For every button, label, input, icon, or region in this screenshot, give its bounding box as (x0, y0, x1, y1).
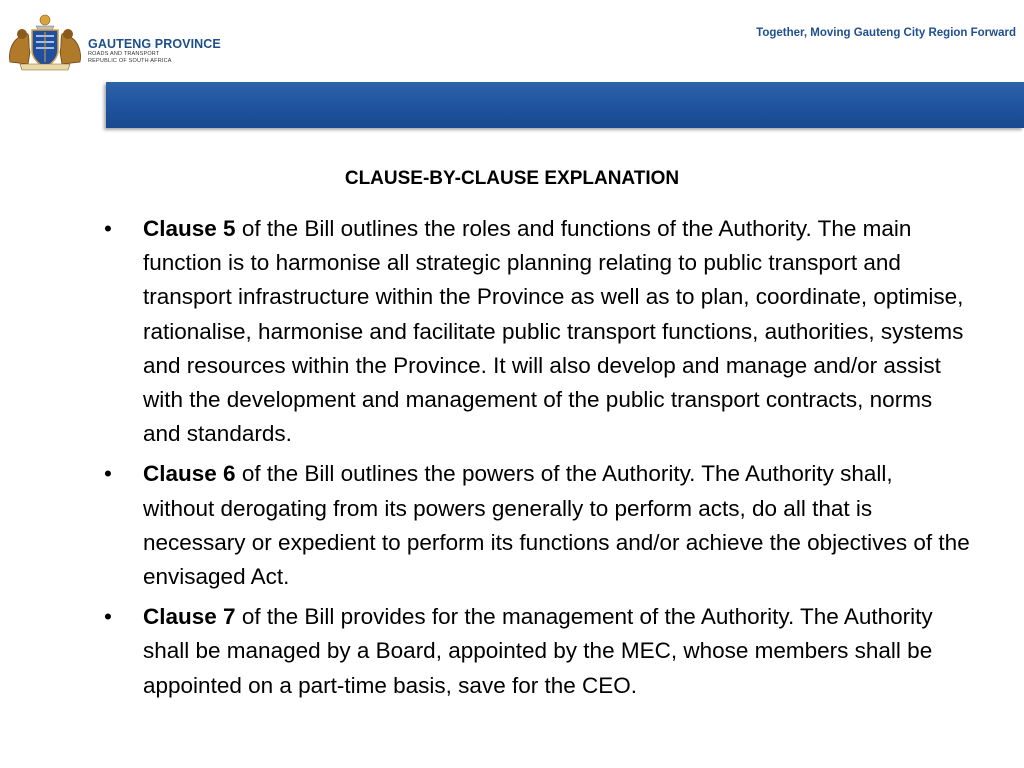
clause-text: of the Bill outlines the roles and functions of the Authority. The main function is to harmonise all strategic planning relating to public transport and transport infrastructure within the Province as well as to plan, coordinate, optimise, rationalise, harmonise and facilitate public transport functions, authorities, systems and resources within the Province. It will also develop and manage and/or assist with the development and management of the public transport contracts, norms and standards. (143, 216, 964, 447)
bullet-icon: • (104, 461, 112, 487)
clause-text: of the Bill outlines the powers of the Authority. The Authority shall, without derogating from its powers generally to perform acts, do all that is necessary or expedient to perform its functions and/or achieve the objectives of the envisaged Act. (143, 461, 970, 590)
province-name: GAUTENG PROVINCE (88, 37, 221, 51)
list-item (100, 600, 970, 703)
clause-label: Clause 5 (143, 216, 236, 241)
bullet-icon: • (104, 216, 112, 241)
bullet-list (100, 212, 970, 709)
blue-banner (106, 82, 1024, 128)
page-title: CLAUSE-BY-CLAUSE EXPLANATION (344, 168, 680, 189)
header (0, 0, 1024, 82)
province-logo-text (88, 38, 221, 64)
department-name: ROADS AND TRANSPORT (88, 51, 160, 57)
slogan: Together, Moving Gauteng City Region Forward (756, 27, 1016, 39)
bullet-icon: • (104, 604, 112, 630)
clause-label: Clause 6 (143, 461, 236, 487)
list-item (100, 212, 970, 451)
clause-label: Clause 7 (143, 604, 236, 630)
gauteng-coat-of-arms-icon (6, 12, 84, 72)
list-item (100, 457, 970, 594)
clause-text: of the Bill provides for the management of the Authority. The Authority shall be managed by a Board, appointed by the MEC, whose members shall be appointed on a part-time basis, save for the CEO. (143, 604, 933, 698)
country-name: REPUBLIC OF SOUTH AFRICA (88, 57, 172, 64)
